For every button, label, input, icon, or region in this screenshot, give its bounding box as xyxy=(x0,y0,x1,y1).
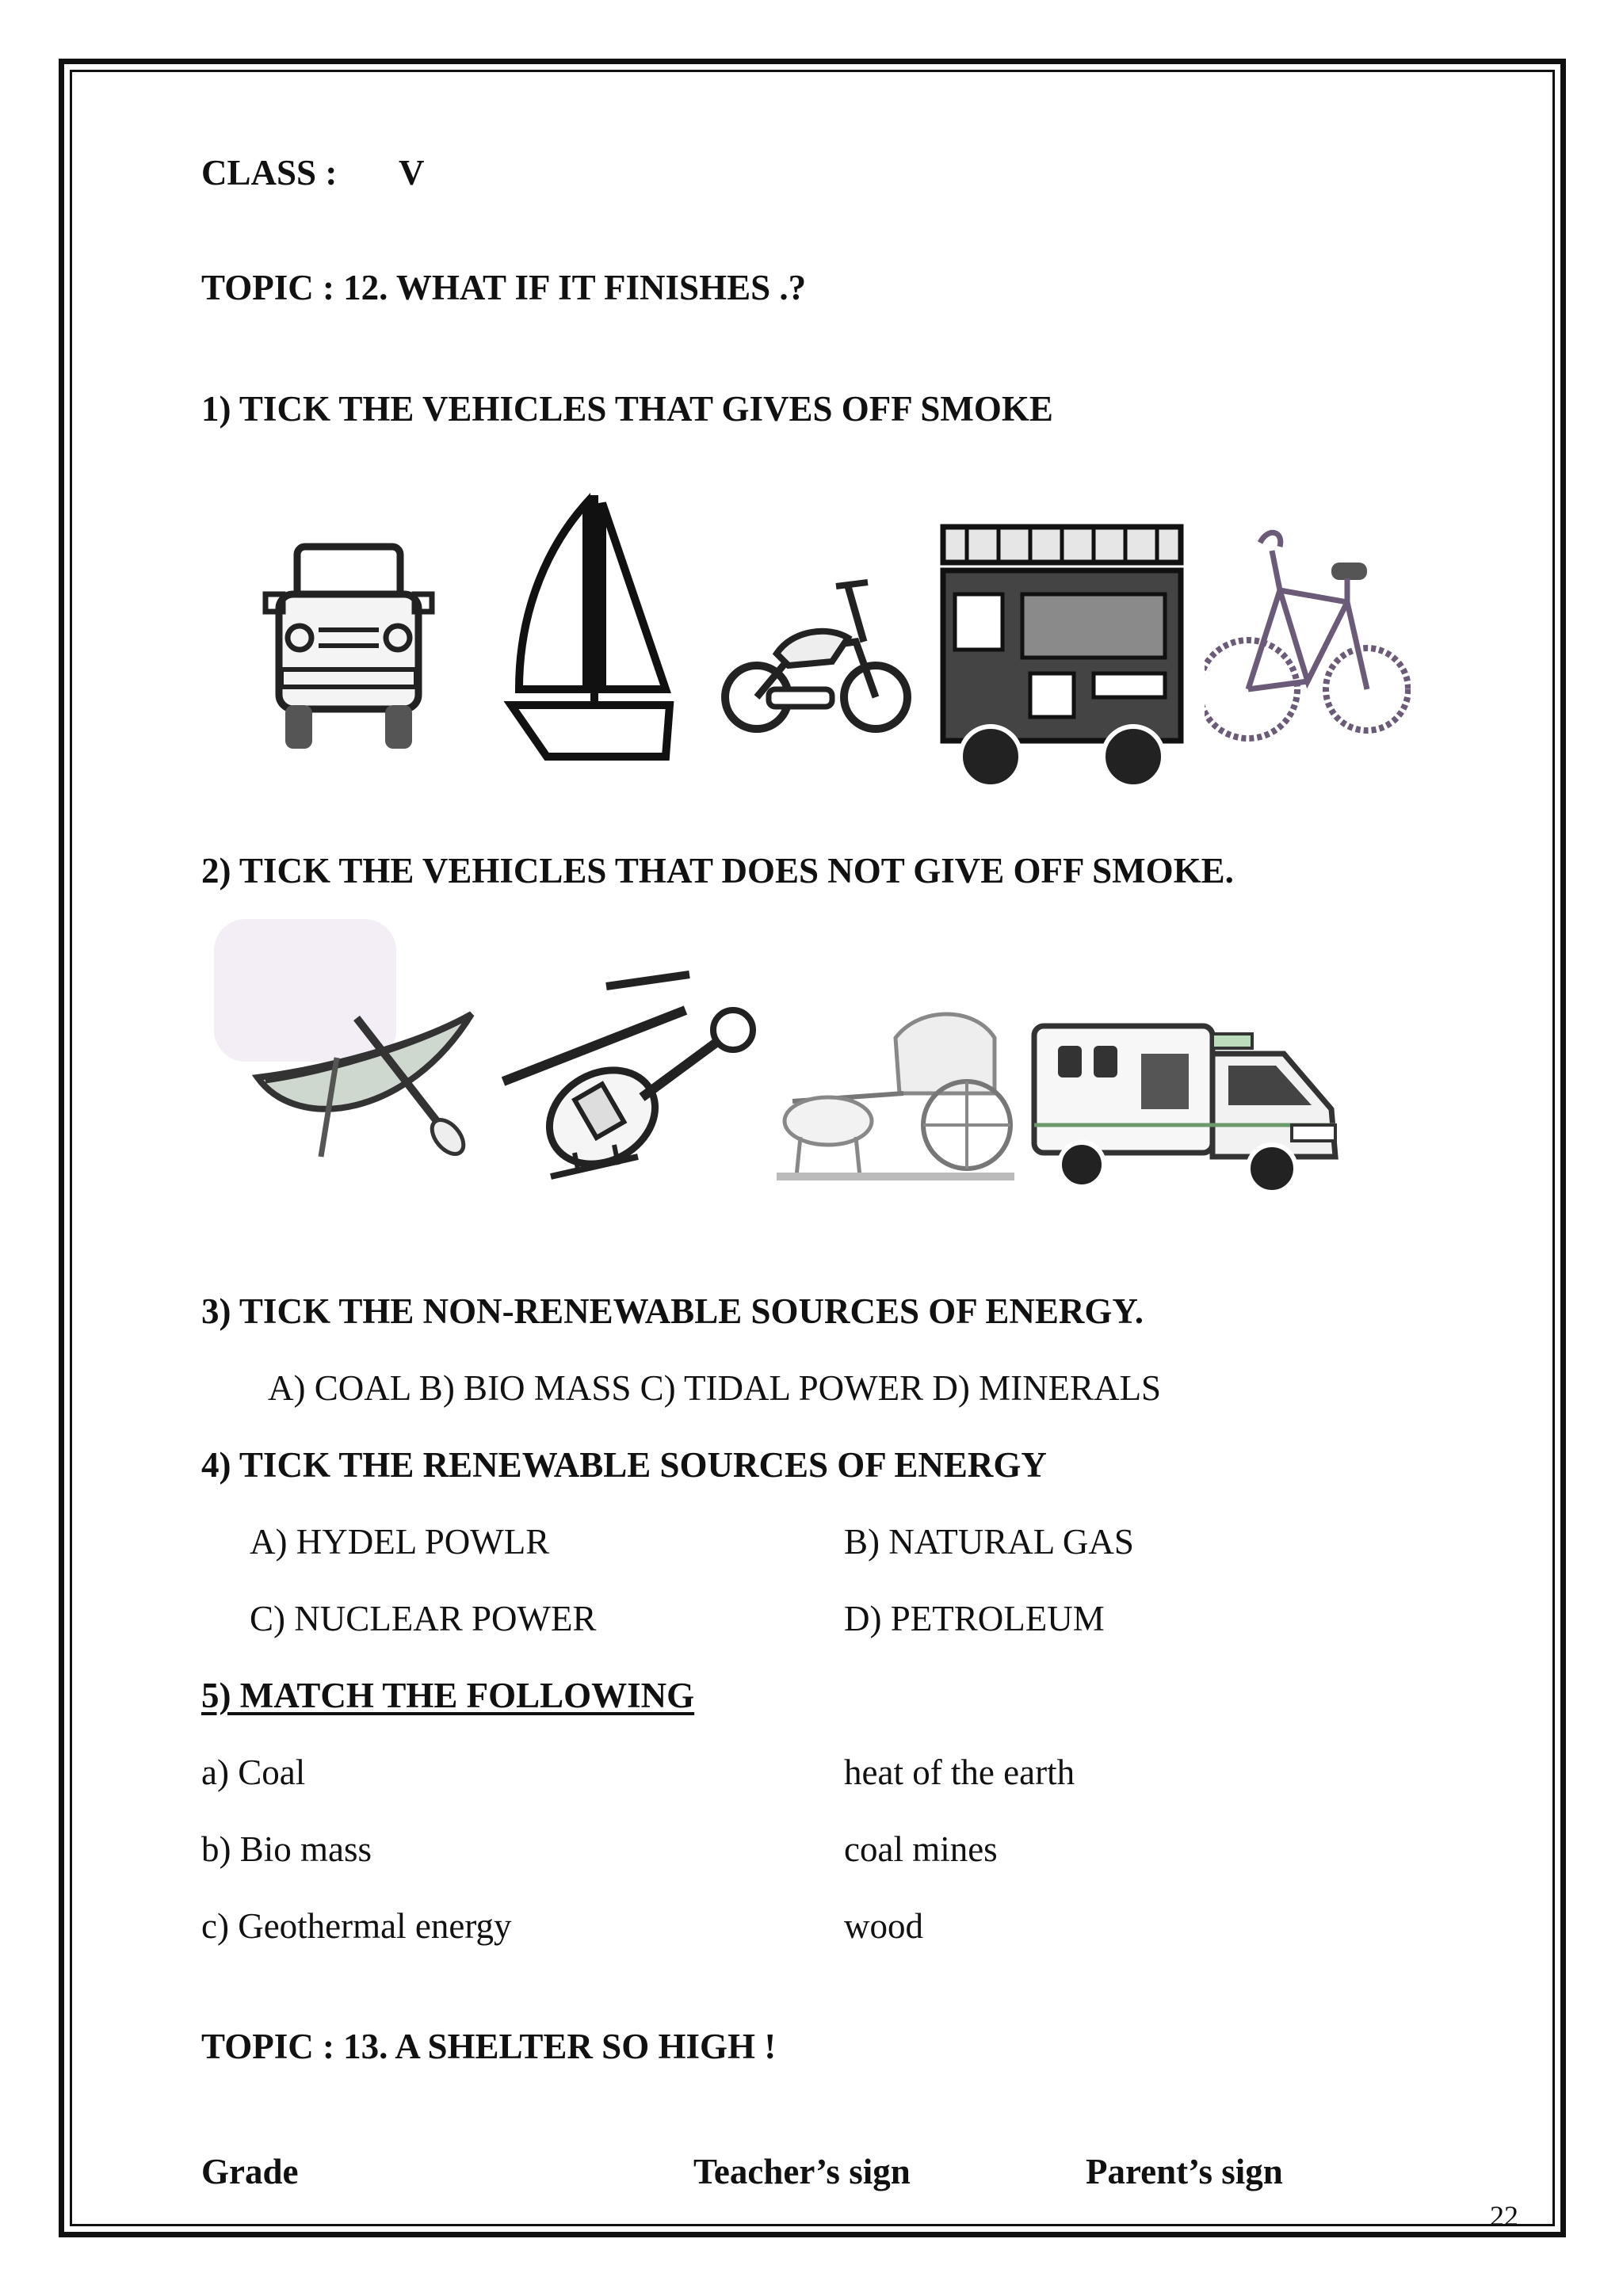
topic-12-heading: TOPIC : 12. WHAT IF IT FINISHES .? xyxy=(201,268,807,307)
q4-option-d: D) PETROLEUM xyxy=(844,1599,1105,1638)
q2-title: 2) TICK THE VEHICLES THAT DOES NOT GIVE OFF SMOKE. xyxy=(201,851,1234,891)
match-right-3: wood xyxy=(844,1906,923,1946)
match-right-2: coal mines xyxy=(844,1829,998,1869)
q4-option-a: A) HYDEL POWLR xyxy=(250,1522,550,1562)
q1-title: 1) TICK THE VEHICLES THAT GIVES OFF SMOKE xyxy=(201,389,1053,429)
bicycle-icon[interactable] xyxy=(1205,515,1411,769)
class-label: CLASS : xyxy=(201,153,338,193)
grade-label: Grade xyxy=(201,2152,299,2191)
teacher-sign-label: Teacher’s sign xyxy=(693,2152,911,2191)
parent-sign-label: Parent’s sign xyxy=(1086,2152,1283,2191)
class-value: V xyxy=(399,153,425,193)
page-number: 22 xyxy=(1490,2200,1518,2232)
topic-13-heading: TOPIC : 13. A SHELTER SO HIGH ! xyxy=(201,2027,777,2066)
car-icon[interactable] xyxy=(262,539,436,761)
q3-title: 3) TICK THE NON-RENEWABLE SOURCES OF ENERGY. xyxy=(201,1291,1144,1331)
q4-title: 4) TICK THE RENEWABLE SOURCES OF ENERGY xyxy=(201,1445,1047,1485)
q3-options: A) COAL B) BIO MASS C) TIDAL POWER D) MINERALS xyxy=(268,1368,1162,1408)
motorcycle-icon[interactable] xyxy=(721,555,911,753)
helicopter-icon[interactable] xyxy=(495,971,765,1208)
match-left-3: c) Geothermal energy xyxy=(201,1906,512,1946)
match-left-2: b) Bio mass xyxy=(201,1829,372,1869)
q4-option-b: B) NATURAL GAS xyxy=(844,1522,1134,1562)
match-right-1: heat of the earth xyxy=(844,1753,1075,1792)
sailboat-icon[interactable] xyxy=(503,487,678,765)
q4-option-c: C) NUCLEAR POWER xyxy=(250,1599,597,1638)
fire-truck-icon[interactable] xyxy=(935,515,1189,808)
q2-picture-row xyxy=(214,919,1371,1236)
q1-picture-row xyxy=(238,467,1426,800)
q5-title: 5) MATCH THE FOLLOWING xyxy=(201,1676,695,1715)
canoe-icon[interactable] xyxy=(250,982,479,1180)
ambulance-icon[interactable] xyxy=(1022,1006,1347,1212)
bullock-cart-icon[interactable] xyxy=(769,990,1022,1196)
match-left-1: a) Coal xyxy=(201,1753,306,1792)
